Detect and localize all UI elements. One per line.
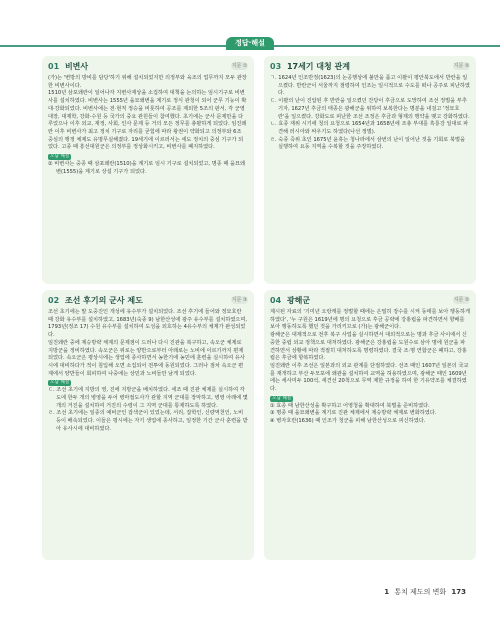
card-04-number: 04	[270, 296, 282, 305]
card-03-item: ㄷ. 이괄의 난이 진압된 후 반란을 일으켰던 잔당이 후금으로 도망하여 조선 정벌을 부추기자, 1627년 후금의 태종은 광해군을 위하여 보복한다는 명분을 내걸고 '정묘호란'을 일으켰다. 강화도로 피난한 조선 조정은 후금과 형제의 맹약을 맺고 강화하였다.	[270, 98, 470, 120]
card-04-answer-item: ④ 병자호란(1636) 때 인조가 청군을 피해 남한산성으로 피신하였다.	[270, 418, 426, 425]
card-04-paragraph: 제시된 자료의 '기미년 오랑캐를 정벌할 때에는 은밀히 장수를 시켜 동태를 보아 행동하게 하였다', '누 구원은 1619년에 명의 요청으로 후금 공략에 강홍립을 파견하면서 향배를 보아 행동하도록 했던 것을 가리키므로 (가)는 광해군이다.	[270, 309, 470, 331]
chapter-number: 1	[384, 588, 390, 596]
card-04-heading: 광해군	[286, 296, 311, 305]
card-01-paragraph: 1510년 삼포왜란이 일어나자 지변사재상을 소집하여 대책을 논의하는 임시기구로 비변사를 설치하였다. 비변사는 1555년 을묘왜변을 계기로 정식 관청이 되어 군무 기능이 확대·강화되었다. 비변사에는 전·현직 정승을 비롯하여 공조를 제외한 5조의 판서, 각 군영 대장, 대제학, 강화·수원 등 국가의 중요 관원들이 참여했다. 초기에는 군사 문제만을 다루었으나 이후 외교, 재정, 사회, 인사 문제 등 거의 모든 정무를 총괄하게 되었다. 임진왜란 이후 비변사가 최고 정치 기구로 자리를 굳힘에 따라 왕권이 약화되고 의정부와 6조 중심의 행정 체제도 유명무실해졌다. 19세기에 이르러서는 세도 정치의 중심 기구가 되었다. 고종 때 흥선대원군은 의정부를 정상화시키고, 비변사를 폐지하였다.	[48, 90, 247, 151]
card-02-answer-label: 오답 해설	[50, 380, 70, 386]
card-04	[264, 290, 476, 560]
card-04-tag: 지문 ②	[453, 297, 470, 303]
card-02-paragraph: 임진왜란 중에 제승방략 체제의 문제점이 드러나 다시 진관을 복구하고, 속오군 체제로 지방군을 정비하였다. 속오군은 위로는 양반으로부터 아래로는 노비에 이르기까지 편제되었다. 속오군은 평상시에는 생업에 종사하면서 농한기에 농민에 훈련을 실시하여 유사시에 대비하다가 적이 침입해 오면 소집되어 전투에 동원되었다. 그러나 점차 속오군 편제에서 양반들이 회피하여 나중에는 상민과 노비들만 남게 되었다.	[48, 339, 245, 377]
card-01-answer-item: ② 비변사는 중종 때 삼포왜란(1510)을 계기로 임시 기구로 설치되었고, 명종 때 을묘왜변(1555)을 계기로 상설 기구가 되었다.	[48, 161, 246, 175]
card-01-paragraph: (가)는 '변방의 방비를 담당'하기 위해 설치되었지만 의정부와 육조의 업무까지 모두 관장한 비변사이다.	[48, 75, 247, 89]
page-footer	[384, 587, 466, 597]
card-02-answer-item: ㄹ. 조선 초기에는 일종의 예비군인 잡색군이 있었는데, 서리, 잡학인, 신량역천인, 노비 등이 배속되었다. 이들은 평시에는 자기 생업에 종사하고, 일정한 기간 군사 훈련을 받아 유사시에 대비하였다.	[48, 410, 248, 432]
card-03-heading: 17세기 대청 관계	[286, 62, 351, 71]
card-03-item: ㄱ. 1624년 인조반정(1623)의 논공행상에 불만을 품고 이괄이 평안북도에서 반란을 일으켰다. 반란군이 서울까지 점령하여 인조는 일시적으로 수도를 떠나 공주로 피난하였다.	[270, 75, 470, 97]
card-02-text	[48, 309, 248, 434]
card-04-title	[270, 295, 310, 306]
card-01-heading: 비변사	[64, 62, 89, 71]
chapter-title: 통치 제도의 변화	[394, 588, 447, 596]
section-tab: 정답·해설	[226, 37, 274, 50]
card-01-tag: 지문 ①	[231, 63, 248, 69]
card-03-item: ㄴ. 효종 재위 시기에 청의 요청으로 1654년과 1658년에 조총 부대를 흑룡강 일대로 파견해 러시아와 싸우기도 하였다(나선 정벌).	[270, 121, 469, 135]
card-03-tag: 지문 ②	[453, 63, 470, 69]
card-03-text	[270, 75, 470, 152]
card-04-answer-item: ① 효종 때 남한산성을 확구하고 어영청을 확대하여 북벌을 준비하였다.	[270, 402, 430, 409]
card-02-paragraph: 조선 초기에는 말 도중진인 개성에 유수부가 설치되었다. 조선 후기에 들어와 정묘호란 때 강화 유수부를 설치하였고, 1683년(숙종 9) 남한산성에 광주 유수부를 설치하였으며, 1793년(정조 17) 수원 유수부를 설치하여 도성을 외호하는 4유수부의 체제가 완성되었다.	[48, 309, 248, 339]
card-01-answer-label: 오답 해설	[50, 154, 70, 160]
card-04-paragraph: 광해군은 대제적으로 전후 복구 사업을 실시하면서 대외적으로는 명과 후금 사이에서 신중한 중립 외교 정책으로 대처하였다. 광해군은 강홍립을 도원수로 삼아 명에 원군을 파견하면서 상황에 따라 적절히 대처하도록 명령하였다. 결국 조·명 연합군은 패하고, 강홍립은 후금에 항복하였다.	[270, 332, 467, 362]
card-04-answer-item: ③ 명종 때 을묘왜변을 계기로 진관 체제에서 제승방략 체제로 변화하였다.	[270, 410, 437, 417]
card-02-answer-item: ㄷ. 조선 초기에 지방의 영, 진에 지방군을 배치하였다. 세조 때 진관 체제를 실시하여 각 도에 한두 개의 병영을 두어 병마절도사가 관할 지역 군대를 장악하고, 병영 아래에 몇 개의 거진을 설치하여 거진의 수령이 그 지역 군대를 통제하도록 하였다.	[48, 387, 248, 409]
card-02	[42, 290, 254, 560]
page-number: 173	[451, 588, 466, 596]
card-03	[264, 56, 476, 284]
page-header	[0, 0, 500, 50]
card-01-title	[48, 61, 88, 72]
card-03-item: ㄹ. 숙종 즉위 초인 1675년 윤휴는 청나라에서 삼번의 난이 일어난 것을 기회로 북벌을 실행하여 요동 지역을 수복할 것을 주장하였다.	[270, 136, 465, 151]
card-02-heading: 조선 후기의 군사 제도	[64, 296, 143, 305]
card-03-number: 03	[270, 62, 282, 71]
card-04-paragraph: 임진왜란 이후 조선은 일본과의 외교 관계를 단절하였다. 선조 때인 1607년 일본의 국교를 재개하고 부산 두모포에 왜관을 설치하여 교역을 허용하였으며, 광해군 때인 1609년에는 세사미두 100석, 세견선 20척으로 무역 제한 규정을 하여 한 기유약조를 체결하였다.	[270, 362, 469, 393]
card-02-title	[48, 295, 143, 306]
card-01-number: 01	[48, 62, 60, 71]
card-04-answer-label: 오답 해설	[272, 395, 292, 401]
card-03-title	[270, 61, 350, 72]
card-02-number: 02	[48, 296, 60, 305]
card-01	[42, 56, 254, 284]
card-02-tag: 지문 ③	[231, 297, 248, 303]
card-01-text	[48, 75, 248, 176]
card-04-text	[270, 309, 470, 426]
